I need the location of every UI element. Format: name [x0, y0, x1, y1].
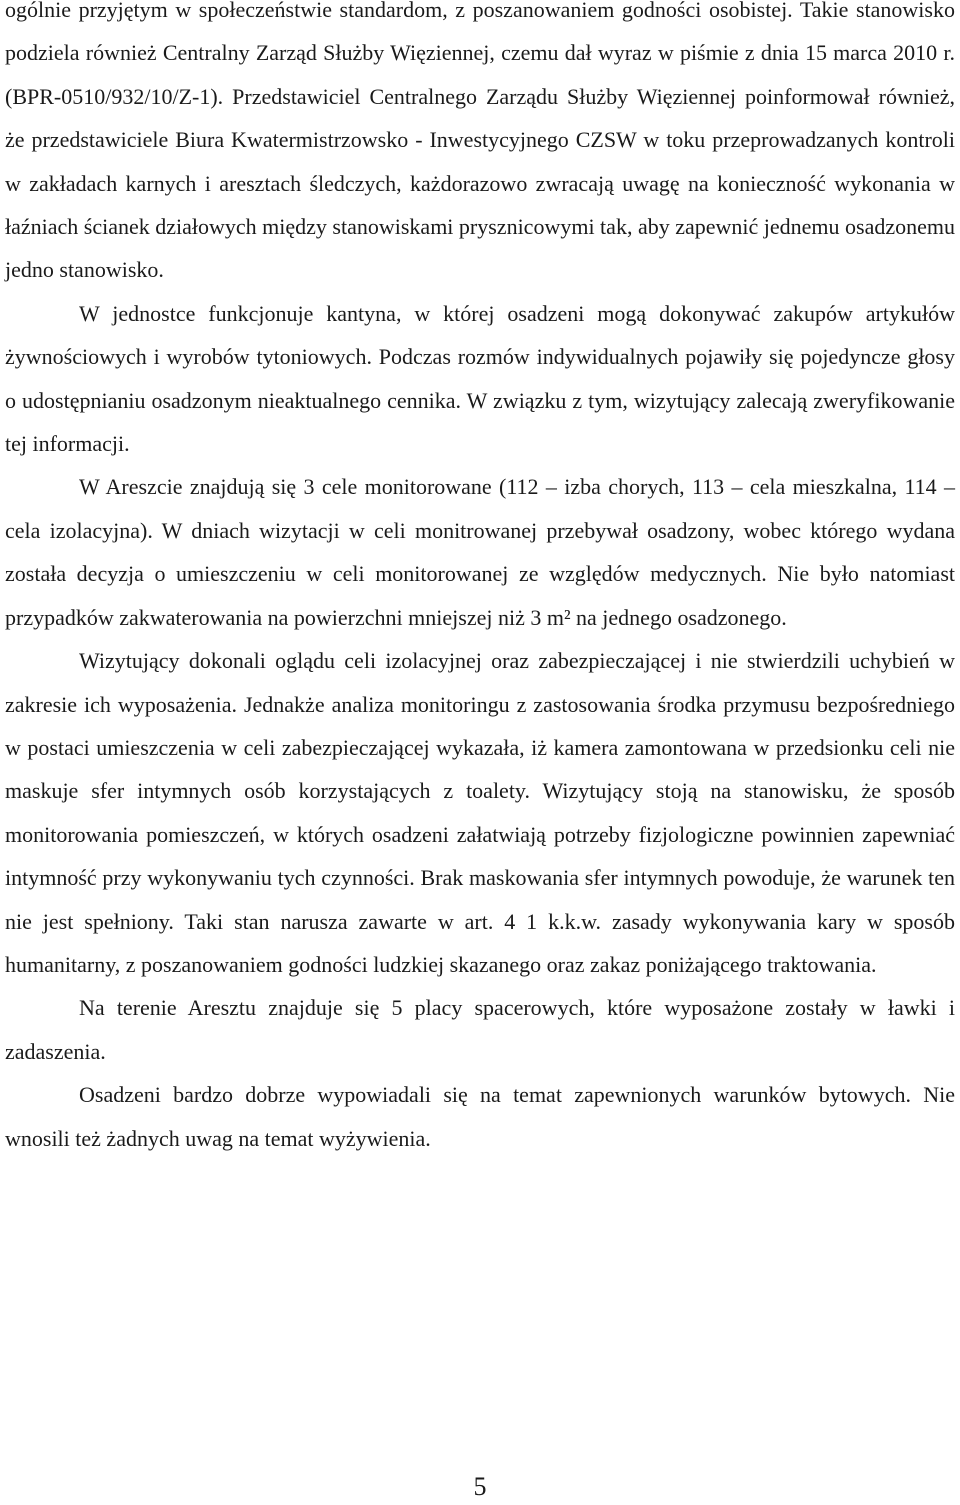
page-number: 5: [473, 1472, 487, 1501]
paragraph-canteen: W jednostce funkcjonuje kantyna, w której osadzeni mogą dokonywać zakupów artykułów żywnościowych i wyrobów tytoniowych. Podczas rozmów indywidualnych pojawiły się pojedyncze głosy o udostępnianiu osadzonym nieaktualnego cennika. W związku z tym, wizytujący zalecają zweryfikowanie tej informacji.: [5, 300, 955, 457]
paragraph-living-conditions: Osadzeni bardzo dobrze wypowiadali się na temat zapewnionych warunków bytowych. Nie wnosili też żadnych uwag na temat wyżywienia.: [5, 1082, 955, 1151]
paragraph-exercise-yards: Na terenie Aresztu znajduje się 5 placy spacerowych, które wyposażone zostały w ławki i zadaszenia.: [5, 995, 955, 1064]
paragraph-monitored-cells: W Areszcie znajdują się 3 cele monitorowane (112 – izba chorych, 113 – cela mieszkalna, 114 – cela izolacyjna). W dniach wizytacji w celi monitrowanej przebywał osadzony, wobec którego wydana została decyzja o umieszczeniu w celi monitorowanej ze względów medycznych. Nie było natomiast przypadków zakwaterowania na powierzchni mniejszej niż 3 m² na jednego osadzonego.: [5, 474, 955, 630]
paragraph-isolation-cell: Wizytujący dokonali oglądu celi izolacyjnej oraz zabezpieczającej i nie stwierdzili uchybień w zakresie ich wyposażenia. Jednakże analiza monitoringu z zastosowania środka przymusu bezpośredniego w postaci umieszczenia w celi zabezpieczającej wykazała, iż kamera zamontowana w przedsionku celi nie maskuje sfer intymnych osób korzystających z toalety. Wizytujący stoją na stanowisku, że sposób monitorowania pomieszczeń, w których osadzeni załatwiają potrzeby fizjologiczne powinnien zapewniać intymność przy wykonywaniu tych czynności. Brak maskowania sfer intymnych powoduje, że warunek ten nie jest spełniony. Taki stan narusza zawarte w art. 4 1 k.k.w. zasady wykonywania kary w sposób humanitarny, z poszanowaniem godności ludzkiej skazanego oraz zakaz poniżającego traktowania.: [5, 648, 955, 977]
document-page: [5, 0, 955, 1160]
paragraph-shower-partitions: ogólnie przyjętym w społeczeństwie standardom, z poszanowaniem godności osobistej. Takie stanowisko podziela również Centralny Zarząd Służby Więziennej, czemu dał wyraz w piśmie z dnia 15 marca 2010 r. (BPR-0510/932/10/Z-1). Przedstawiciel Centralnego Zarządu Służby Więziennej poinformował również, że przedstawiciele Biura Kwatermistrzowsko - Inwestycyjnego CZSW w toku przeprowadzanych kontroli w zakładach karnych i aresztach śledczych, każdorazowo zwracają uwagę na konieczność wykonania w łaźniach ścianek działowych między stanowiskami prysznicowymi tak, aby zapewnić jednemu osadzonemu jedno stanowisko.: [5, 0, 955, 283]
